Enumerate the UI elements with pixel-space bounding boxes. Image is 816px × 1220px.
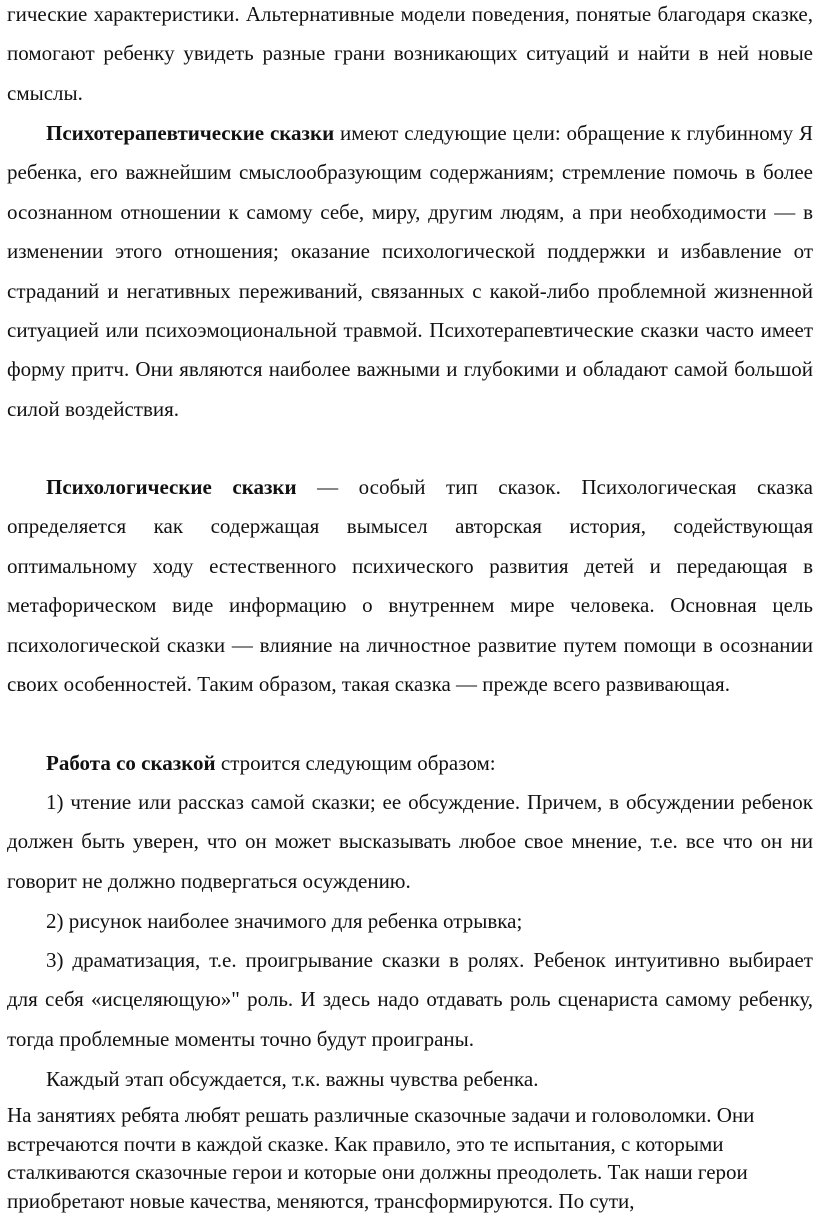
term-psychotherapeutic-tales: Психотерапевтические сказки — [46, 121, 335, 145]
term-psychological-tales: Психологические сказки — [46, 475, 297, 499]
paragraph-psychological-tales — [7, 468, 813, 704]
paragraph-1: гические характеристики. Альтернативные модели поведения, понятые благодаря сказке, помогают ребенку увидеть разные грани возникающих ситуаций и найти в ней новые смыслы. — [7, 2, 813, 105]
paragraph-4-text: строится следующим образом: — [215, 751, 496, 775]
paragraph-2-text: имеют следующие цели: обращение к глубинному Я ребенка, его важнейшим смыслообразующим содержаниям; стремление помочь в более осознанном отношении к самому себе, миру, другим людям, а при необходимости — в изменении этого отношения; оказание психологической поддержки и избавление от страданий и негативных переживаний, связанных с какой-либо проблемной жизненной ситуацией или психоэмоциональной травмой. Психотерапевтические сказки часто имеет форму притч. Они являются наиболее важными и глубокими и обладают самой большой силой воздействия. — [7, 121, 813, 421]
term-work-with-tale: Работа со сказкой — [46, 751, 216, 775]
paragraph-work-with-tale — [7, 744, 496, 783]
list-item-2: 2) рисунок наиболее значимого для ребенка отрывка; — [46, 909, 523, 933]
paragraph-each-stage: Каждый этап обсуждается, т.к. важны чувства ребенка. — [46, 1067, 539, 1091]
paragraph-3-text: — особый тип сказок. Психологическая сказка определяется как содержащая вымысел авторская история, содействующая оптимальному ходу естественного психического развития детей и передающая в метафорическом виде информацию о внутреннем мире человека. Основная цель психологической сказки — влияние на личностное развитие путем помощи в осознании своих особенностей. Таким образом, такая сказка — прежде всего развивающая. — [7, 475, 813, 697]
list-item-1: 1) чтение или рассказ самой сказки; ее обсуждение. Причем, в обсуждении ребенок должен быть уверен, что он может высказывать любое свое мнение, т.е. все что он ни говорит не должно подвергаться осуждению. — [7, 790, 813, 893]
paragraph-tasks-and-puzzles: На занятиях ребята любят решать различные сказочные задачи и головоломки. Они встречаются почти в каждой сказке. Как правило, это те испытания, с которыми сталкиваются сказочные герои и которые они должны преодолеть. Так наши герои приобретают новые качества, меняются, трансформируются. По сути, — [7, 1103, 755, 1213]
list-item-3: 3) драматизация, т.е. проигрывание сказки в ролях. Ребенок интуитивно выбирает для себя «исцеляющую»" роль. И здесь надо отдавать роль сценариста самому ребенку, тогда проблемные моменты точно будут проиграны. — [7, 948, 813, 1051]
paragraph-psychotherapeutic-tales — [7, 114, 813, 429]
